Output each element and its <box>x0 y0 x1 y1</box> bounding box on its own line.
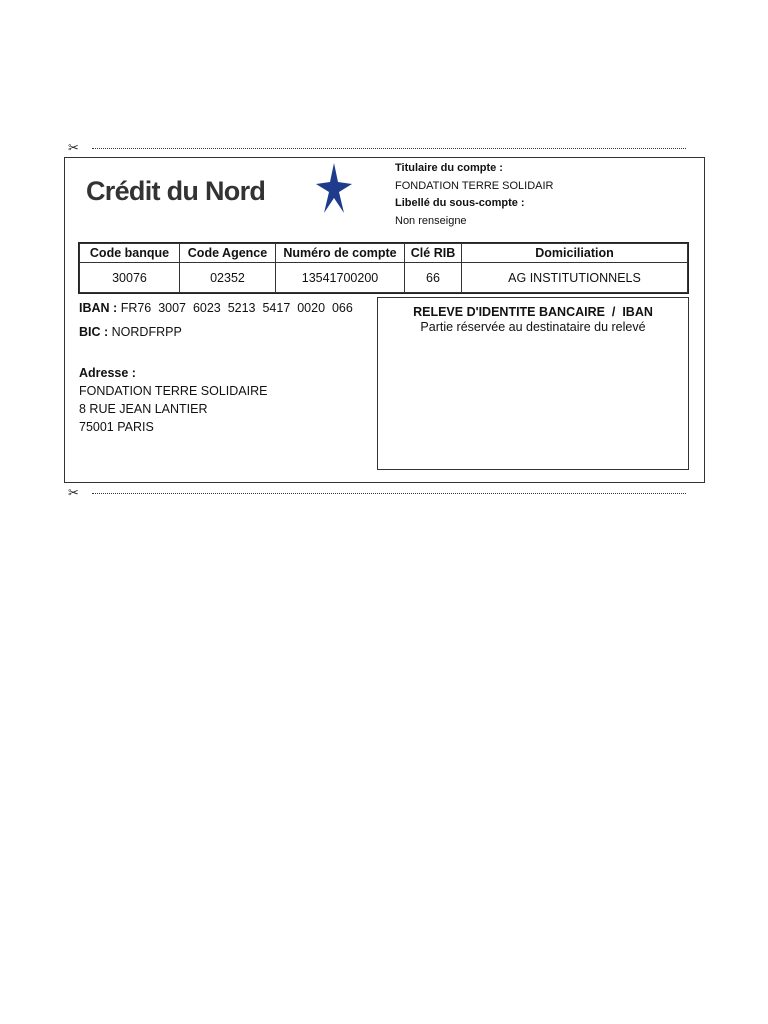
star-icon <box>314 162 354 216</box>
sub-account-label: Libellé du sous-compte : <box>395 197 525 209</box>
iban-value: FR76 3007 6023 5213 5417 0020 066 <box>120 301 353 315</box>
top-cut-line <box>68 140 688 155</box>
holder-label: Titulaire du compte : <box>395 162 503 174</box>
address-line: 75001 PARIS <box>79 420 154 434</box>
bank-details-table <box>79 243 688 293</box>
header-domiciliation: Domiciliation <box>462 244 688 263</box>
table-row <box>80 263 688 293</box>
bank-logo-text: Crédit du Nord <box>86 176 266 206</box>
bank-logo <box>86 160 376 220</box>
holder-value: FONDATION TERRE SOLIDAIR <box>395 179 554 192</box>
iban-label: IBAN : <box>79 301 118 315</box>
scissors-icon: ✂ <box>68 485 79 500</box>
bic-label: BIC : <box>79 325 109 339</box>
account-holder-block <box>395 160 695 230</box>
address-label: Adresse : <box>79 366 136 380</box>
scissors-icon: ✂ <box>68 140 79 155</box>
iban-line <box>79 301 353 315</box>
cell-cle-rib: 66 <box>405 263 462 293</box>
dotted-cut-line <box>92 148 686 149</box>
header-cle-rib: Clé RIB <box>405 244 462 263</box>
header-numero-compte: Numéro de compte <box>276 244 405 263</box>
rib-box-title: RELEVE D'IDENTITE BANCAIRE / IBAN <box>413 305 653 319</box>
address-line: FONDATION TERRE SOLIDAIRE <box>79 384 268 398</box>
header-code-banque: Code banque <box>80 244 180 263</box>
bic-value: NORDFRPP <box>111 325 182 339</box>
address-line: 8 RUE JEAN LANTIER <box>79 402 208 416</box>
table-header-row <box>80 244 688 263</box>
header-code-agence: Code Agence <box>180 244 276 263</box>
cell-numero-compte: 13541700200 <box>276 263 405 293</box>
bottom-cut-line <box>68 485 688 500</box>
cell-domiciliation: AG INSTITUTIONNELS <box>462 263 688 293</box>
cell-code-agence: 02352 <box>180 263 276 293</box>
recipient-box <box>377 297 689 470</box>
bic-line <box>79 325 182 339</box>
cell-code-banque: 30076 <box>80 263 180 293</box>
rib-box-subtitle: Partie réservée au destinataire du relevé <box>420 320 646 334</box>
address-block <box>79 364 267 436</box>
dotted-cut-line <box>92 493 686 494</box>
sub-account-value: Non renseigne <box>395 214 467 227</box>
